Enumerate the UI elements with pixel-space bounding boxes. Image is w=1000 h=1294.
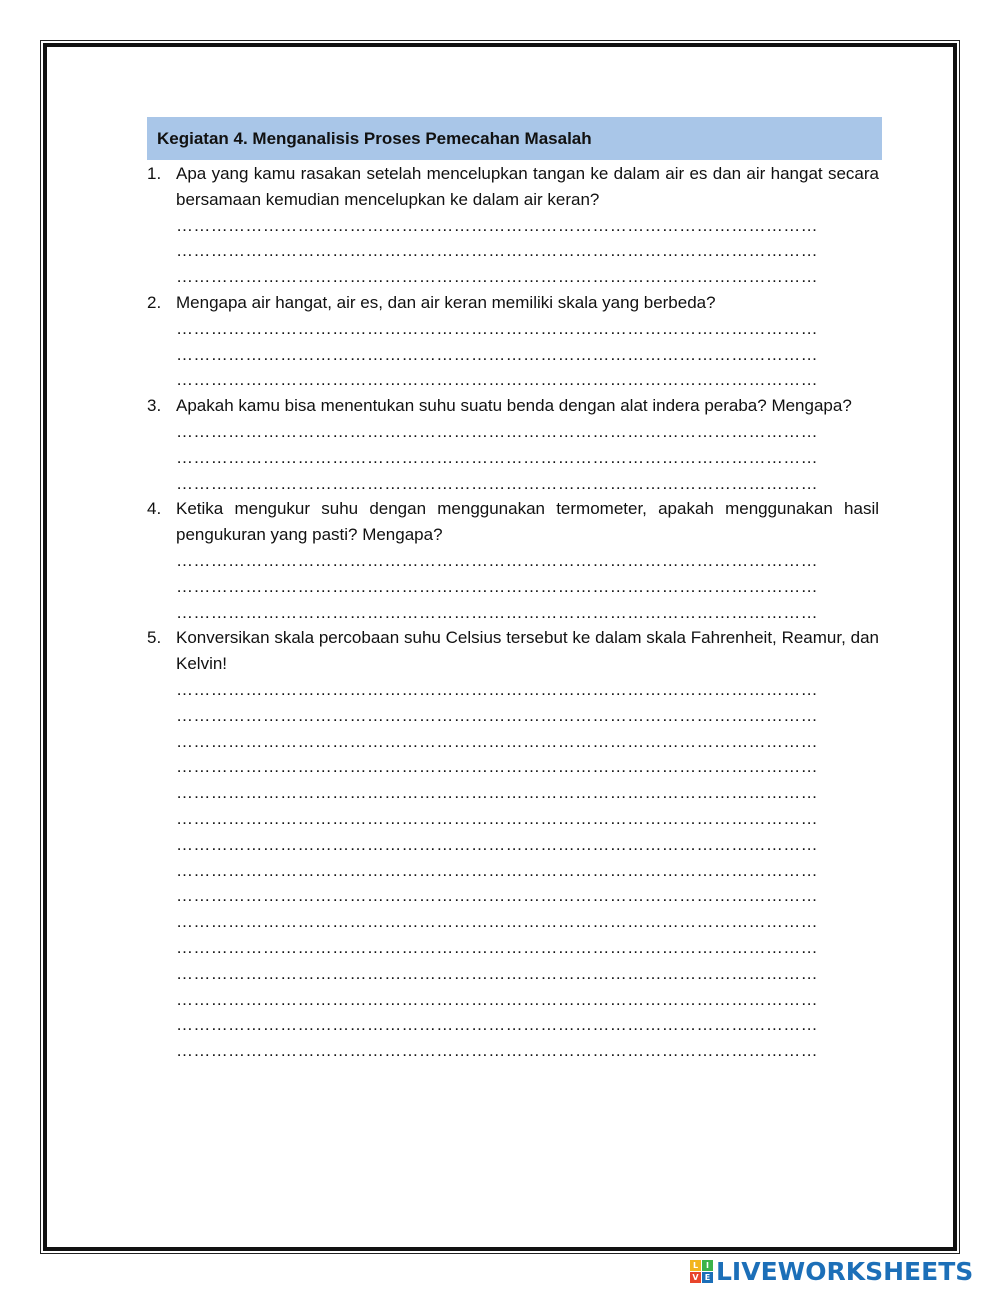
liveworksheets-logo-text: LIVEWORKSHEETS (716, 1256, 974, 1286)
answer-line[interactable]: ………………………………………………………………………………………………… (176, 447, 818, 467)
activity-title: Kegiatan 4. Menganalisis Proses Pemecahan Masalah (157, 128, 592, 148)
answer-line[interactable]: ………………………………………………………………………………………………… (176, 267, 818, 287)
answer-line[interactable]: ………………………………………………………………………………………………… (176, 912, 818, 932)
question-text: Mengapa air hangat, air es, dan air keran memiliki skala yang berbeda? (176, 292, 716, 312)
answer-line[interactable]: ………………………………………………………………………………………………… (176, 421, 818, 441)
question-text: Apakah kamu bisa menentukan suhu suatu benda dengan alat indera peraba? Mengapa? (176, 396, 852, 416)
answer-line[interactable]: ………………………………………………………………………………………………… (176, 1041, 818, 1061)
answer-line[interactable]: ………………………………………………………………………………………………… (176, 679, 818, 699)
logo-icon-square: E (702, 1272, 713, 1283)
answer-line[interactable]: ………………………………………………………………………………………………… (176, 344, 818, 364)
question-item (147, 290, 879, 393)
answer-line[interactable]: ………………………………………………………………………………………………… (176, 1015, 818, 1035)
question-number: 5. (147, 628, 162, 648)
answer-line[interactable]: ………………………………………………………………………………………………… (176, 241, 818, 261)
answer-line[interactable]: ………………………………………………………………………………………………… (176, 215, 818, 235)
answer-line[interactable]: ………………………………………………………………………………………………… (176, 937, 818, 957)
answer-line[interactable]: ………………………………………………………………………………………………… (176, 731, 818, 751)
answer-line[interactable]: ………………………………………………………………………………………………… (176, 705, 818, 725)
answer-line[interactable]: ………………………………………………………………………………………………… (176, 886, 818, 906)
logo-icon-square: L (690, 1260, 701, 1271)
answer-line[interactable]: ………………………………………………………………………………………………… (176, 602, 818, 622)
liveworksheets-logo (690, 1257, 973, 1285)
answer-line[interactable]: ………………………………………………………………………………………………… (176, 370, 818, 390)
answer-line[interactable]: ………………………………………………………………………………………………… (176, 473, 818, 493)
logo-icon-square: V (690, 1272, 701, 1283)
answer-line[interactable]: ………………………………………………………………………………………………… (176, 963, 818, 983)
logo-icon-square: I (702, 1260, 713, 1271)
answer-line[interactable]: ………………………………………………………………………………………………… (176, 318, 818, 338)
question-text: Ketika mengukur suhu dengan menggunakan termometer, apakah menggunakan hasil pengukuran yang pasti? Mengapa? (176, 499, 879, 545)
answer-line[interactable]: ………………………………………………………………………………………………… (176, 808, 818, 828)
answer-line[interactable]: ………………………………………………………………………………………………… (176, 783, 818, 803)
question-item (147, 161, 879, 290)
question-number: 4. (147, 499, 162, 519)
question-text: Konversikan skala percobaan suhu Celsius tersebut ke dalam skala Fahrenheit, Reamur, dan Kelvin! (176, 628, 879, 674)
answer-line[interactable]: ………………………………………………………………………………………………… (176, 576, 818, 596)
answer-line[interactable]: ………………………………………………………………………………………………… (176, 834, 818, 854)
question-item (147, 393, 879, 496)
activity-header (147, 117, 882, 160)
answer-line[interactable]: ………………………………………………………………………………………………… (176, 757, 818, 777)
answer-line[interactable]: ………………………………………………………………………………………………… (176, 550, 818, 570)
question-item (147, 625, 879, 1064)
question-item (147, 496, 879, 625)
question-text: Apa yang kamu rasakan setelah mencelupkan tangan ke dalam air es dan air hangat secara bersamaan kemudian mencelupkan ke dalam air keran? (176, 164, 879, 209)
answer-line[interactable]: ………………………………………………………………………………………………… (176, 860, 818, 880)
question-list (147, 161, 879, 1064)
question-number: 3. (147, 396, 162, 416)
question-number: 2. (147, 292, 162, 312)
answer-line[interactable]: ………………………………………………………………………………………………… (176, 989, 818, 1009)
liveworksheets-logo-icon (690, 1260, 713, 1283)
question-number: 1. (147, 164, 162, 183)
